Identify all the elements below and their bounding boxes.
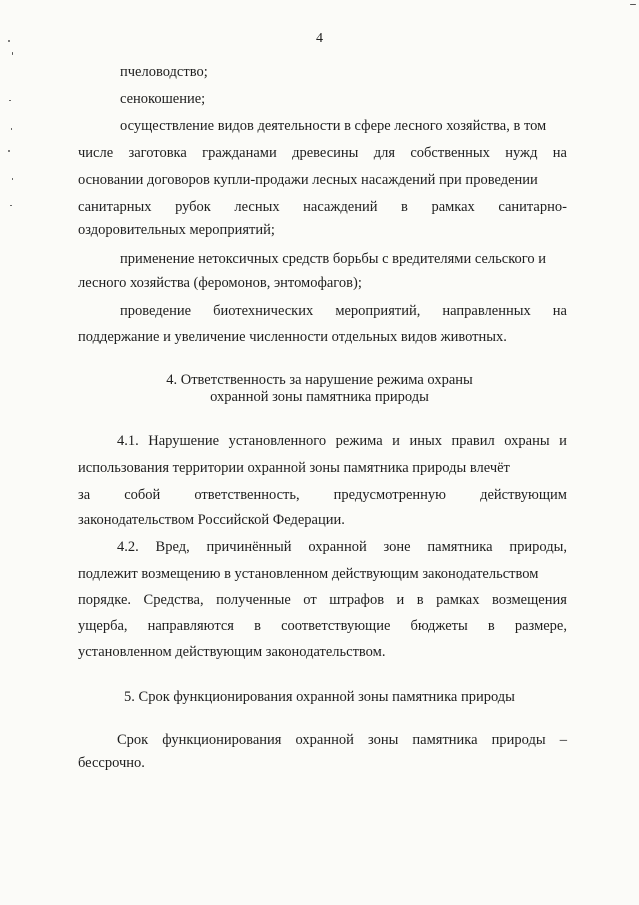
word: санитарных: [78, 199, 152, 215]
list-item-forestry-line: основании договоров купли-продажи лесных насаждений при проведении: [78, 172, 538, 188]
word: рубок: [175, 199, 211, 215]
word: возмещения: [491, 592, 567, 608]
word: в: [416, 592, 424, 608]
section-4-paragraph-line: установленном действующим законодательством.: [78, 644, 386, 660]
section-4-paragraph-line: использования территории охранной зоны памятника природы влечёт: [78, 460, 510, 476]
list-item-forestry-line: осуществление видов деятельности в сфере лесного хозяйства, в том: [120, 118, 547, 134]
word: бюджеты: [410, 618, 468, 634]
list-item-forestry-line: [78, 144, 567, 162]
page-number: 4: [316, 31, 323, 46]
word: 4.2.: [117, 539, 139, 555]
list-item-forestry-line: оздоровительных мероприятий;: [78, 222, 275, 238]
scan-artifact: [12, 178, 13, 180]
word: 4.1.: [117, 433, 139, 449]
word: собственных: [410, 145, 490, 161]
section-4-paragraph-line: [78, 486, 567, 504]
word: собой: [124, 487, 161, 503]
word: порядке.: [78, 592, 132, 608]
word: предусмотренную: [333, 487, 447, 503]
word: древесины: [292, 145, 359, 161]
list-item-pest-control-line: лесного хозяйства (феромонов, энтомофагов);: [78, 275, 362, 291]
word: на: [552, 145, 567, 161]
word: лесных: [234, 199, 280, 215]
word: памятника: [427, 539, 493, 555]
scan-artifact: [10, 205, 12, 206]
section-4-paragraph-line: законодательством Российской Федерации.: [78, 512, 345, 528]
word: от: [303, 592, 317, 608]
word: Срок: [117, 732, 149, 748]
section-4-paragraph-line: [117, 432, 567, 450]
scan-artifact: [630, 4, 636, 5]
word: проведение: [120, 303, 192, 319]
word: и: [392, 433, 400, 449]
word: режима: [335, 433, 383, 449]
word: Средства,: [143, 592, 204, 608]
word: зоне: [383, 539, 411, 555]
word: соответствующие: [281, 618, 391, 634]
word: охранной: [295, 732, 354, 748]
section-4-paragraph-line: [78, 591, 567, 609]
scan-artifact: [9, 100, 11, 101]
word: в: [487, 618, 495, 634]
word: заготовка: [128, 145, 187, 161]
word: функционирования: [162, 732, 282, 748]
list-item-biotech-line: [120, 302, 567, 320]
word: за: [78, 487, 91, 503]
word: и: [559, 433, 567, 449]
word: для: [373, 145, 396, 161]
word: –: [559, 732, 567, 748]
word: природы,: [509, 539, 567, 555]
word: полученные: [216, 592, 291, 608]
word: установленного: [228, 433, 327, 449]
scan-artifact: [11, 128, 12, 130]
list-item-forestry-line: [78, 198, 567, 216]
word: памятника: [412, 732, 478, 748]
word: направленных: [442, 303, 531, 319]
word: Вред,: [155, 539, 190, 555]
word: насаждений: [303, 199, 378, 215]
word: действующим: [480, 487, 567, 503]
list-item-beekeeping: пчеловодство;: [120, 64, 208, 80]
word: гражданами: [202, 145, 277, 161]
section-5-paragraph-line: бессрочно.: [78, 755, 145, 771]
word: рамках: [436, 592, 480, 608]
word: охраны: [504, 433, 550, 449]
word: ущерба,: [78, 618, 128, 634]
list-item-biotech-line: поддержание и увеличение численности отдельных видов животных.: [78, 329, 507, 345]
word: рамках: [431, 199, 475, 215]
section-4-paragraph-line: [117, 538, 567, 556]
section-4-paragraph-line: подлежит возмещению в установленном действующим законодательством: [78, 566, 539, 582]
word: зоны: [367, 732, 399, 748]
section-5-paragraph-line: [117, 731, 567, 749]
word: иных: [409, 433, 442, 449]
word: размере,: [514, 618, 567, 634]
word: правил: [451, 433, 495, 449]
word: природы: [491, 732, 546, 748]
word: причинённый: [206, 539, 292, 555]
word: нужд: [505, 145, 538, 161]
word: мероприятий,: [335, 303, 421, 319]
scan-artifact: [8, 150, 10, 152]
word: штрафов: [329, 592, 385, 608]
word: ответственность,: [194, 487, 300, 503]
list-item-pest-control-line: применение нетоксичных средств борьбы с вредителями сельского и: [120, 251, 546, 267]
word: и: [396, 592, 405, 608]
section-5-heading: 5. Срок функционирования охранной зоны памятника природы: [124, 689, 515, 705]
word: направляются: [147, 618, 234, 634]
list-item-haymaking: сенокошение;: [120, 91, 206, 107]
word: Нарушение: [148, 433, 220, 449]
section-4-paragraph-line: [78, 617, 567, 635]
word: в: [401, 199, 408, 215]
word: биотехнических: [213, 303, 314, 319]
word: охранной: [308, 539, 367, 555]
scan-artifact: [12, 52, 13, 55]
word: в: [254, 618, 261, 634]
word: числе: [78, 145, 114, 161]
word: санитарно-: [498, 199, 567, 215]
section-4-heading: 4. Ответственность за нарушение режима охраны: [166, 372, 473, 388]
word: на: [552, 303, 567, 319]
section-4-heading: охранной зоны памятника природы: [210, 389, 429, 405]
